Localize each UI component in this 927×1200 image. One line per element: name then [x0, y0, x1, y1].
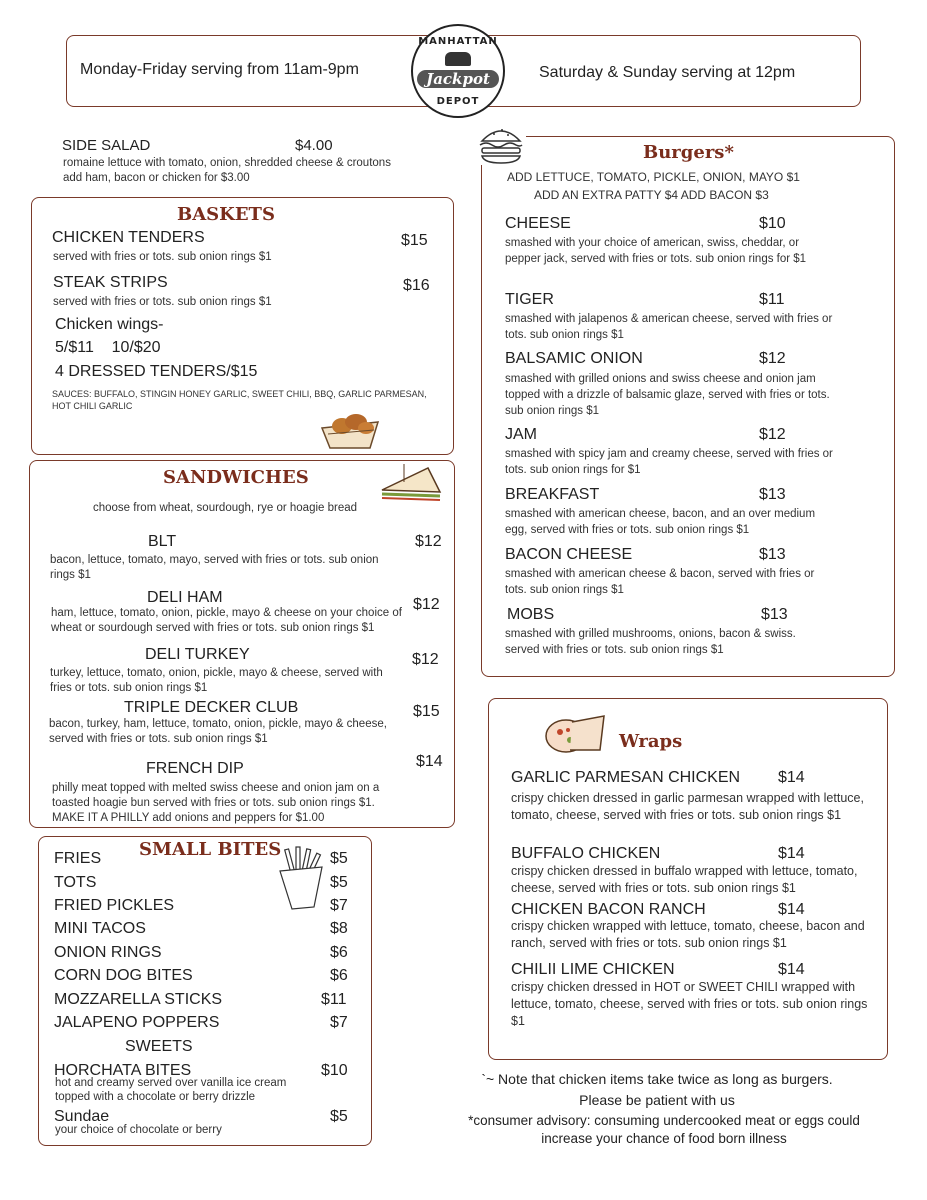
- wrap-price: $14: [778, 961, 805, 978]
- small-bites-title: SMALL BITES: [139, 839, 282, 860]
- burger-desc: smashed with american cheese, bacon, and an over medium egg, served with fries or tots. sub onion rings $1: [505, 508, 816, 536]
- sandwich-price: $12: [412, 651, 439, 668]
- sweet-desc: hot and creamy served over vanilla ice cream topped with a chocolate or berry drizzle: [55, 1077, 287, 1103]
- bite-name: MINI TACOS: [54, 920, 146, 937]
- sandwich-price: $12: [413, 596, 440, 613]
- burger-name: MOBS: [507, 606, 555, 623]
- bite-name: MOZZARELLA STICKS: [54, 991, 223, 1008]
- sandwich-desc: philly meat topped with melted swiss cheese and onion jam on a toasted hoagie bun served with fries or tots. sub onion rings $1. MAKE IT A PHILLY add onions and peppers for $1.00: [52, 782, 380, 824]
- burger-name: TIGER: [505, 291, 554, 308]
- consumer-advisory-cont: increase your chance of food born illness: [541, 1131, 787, 1146]
- burger-desc: smashed with american cheese & bacon, served with fries or tots. sub onion rings $1: [505, 568, 815, 596]
- note-chicken-time: `~ Note that chicken items take twice as long as burgers.: [481, 1071, 833, 1087]
- sauces-list: SAUCES: BUFFALO, STINGIN HONEY GARLIC, SWEET CHILI, BBQ, GARLIC PARMESAN, HOT CHILI GARLIC: [52, 389, 427, 411]
- note-patience: Please be patient with us: [579, 1092, 735, 1108]
- bite-price: $11: [321, 991, 347, 1008]
- side-salad-name: SIDE SALAD: [62, 137, 151, 154]
- burger-name: JAM: [505, 426, 537, 443]
- wrap-name: CHICKEN BACON RANCH: [511, 901, 706, 918]
- dressed-tenders: 4 DRESSED TENDERS/$15: [55, 363, 258, 380]
- burger-price: $10: [759, 215, 786, 232]
- burger-name: BACON CHEESE: [505, 546, 633, 563]
- bite-price: $6: [330, 967, 348, 984]
- wrap-price: $14: [778, 769, 805, 786]
- wings-title: Chicken wings-: [55, 316, 164, 333]
- wrap-price: $14: [778, 901, 805, 918]
- burger-desc: smashed with jalapenos & american cheese, served with fries or tots. sub onion rings $1: [505, 313, 833, 341]
- wings-prices: 5/$11 10/$20: [55, 339, 161, 356]
- logo-bottom-text: DEPOT: [436, 96, 480, 107]
- sandwich-icon: [380, 462, 444, 504]
- burger-desc: smashed with spicy jam and creamy cheese, served with fries or tots. sub onion rings for $1: [505, 448, 833, 476]
- bite-price: $5: [330, 850, 348, 867]
- sandwich-desc: bacon, turkey, ham, lettuce, tomato, onion, pickle, mayo & cheese, served with fries or tots. sub onion rings $1: [49, 718, 387, 745]
- burger-addons-extra: ADD AN EXTRA PATTY $4 ADD BACON $3: [534, 188, 769, 202]
- logo-hat-icon: [445, 52, 471, 66]
- sandwich-name: DELI HAM: [147, 589, 223, 606]
- bite-name: ONION RINGS: [54, 944, 162, 961]
- side-salad-addon: add ham, bacon or chicken for $3.00: [63, 172, 250, 184]
- bread-choice: choose from wheat, sourdough, rye or hoagie bread: [93, 502, 358, 514]
- basket-item-name: CHICKEN TENDERS: [52, 229, 205, 246]
- baskets-title: BASKETS: [177, 204, 275, 225]
- weekend-hours: Saturday & Sunday serving at 12pm: [539, 64, 796, 81]
- burger-price: $12: [759, 350, 786, 367]
- wrap-desc: crispy chicken dressed in garlic parmesan wrapped with lettuce, tomato, cheese, served with fries or tots. sub onion rings $1: [511, 791, 864, 822]
- burger-price: $12: [759, 426, 786, 443]
- chicken-basket-icon: [318, 410, 384, 450]
- bite-price: $6: [330, 944, 348, 961]
- burger-name: BALSAMIC ONION: [505, 350, 643, 367]
- sandwich-price: $15: [413, 703, 440, 720]
- wrap-name: BUFFALO CHICKEN: [511, 845, 661, 862]
- burger-price: $13: [759, 546, 786, 563]
- burger-name: BREAKFAST: [505, 486, 600, 503]
- burger-desc: smashed with grilled onions and swiss cheese and onion jam topped with a drizzle of balsamic glaze, served with fries or tots. sub onion rings $1: [505, 373, 830, 417]
- sandwich-price: $14: [416, 753, 443, 770]
- wrap-name: CHILII LIME CHICKEN: [511, 961, 675, 978]
- burger-price: $13: [761, 606, 788, 623]
- sweet-desc: your choice of chocolate or berry: [55, 1124, 222, 1136]
- sweets-title: SWEETS: [125, 1038, 193, 1055]
- burger-addons: ADD LETTUCE, TOMATO, PICKLE, ONION, MAYO $1: [507, 170, 800, 184]
- sandwich-desc: bacon, lettuce, tomato, mayo, served with fries or tots. sub onion rings $1: [50, 554, 379, 581]
- burger-icon: [476, 121, 526, 165]
- bite-price: $7: [330, 897, 348, 914]
- sandwich-desc: ham, lettuce, tomato, onion, pickle, mayo & cheese on your choice of wheat or sourdough served with fries or tots. sub onion rings $1: [51, 607, 402, 634]
- bite-name: TOTS: [54, 874, 97, 891]
- sweet-name: Sundae: [54, 1108, 110, 1125]
- consumer-advisory: *consumer advisory: consuming undercooked meat or eggs could: [468, 1113, 860, 1128]
- wrap-desc: crispy chicken dressed in buffalo wrapped with lettuce, tomato, cheese, served with fries or tots. sub onion rings $1: [511, 864, 858, 895]
- wrap-name: GARLIC PARMESAN CHICKEN: [511, 769, 741, 786]
- wraps-title: Wraps: [619, 731, 683, 752]
- basket-item-desc: served with fries or tots. sub onion rings $1: [53, 296, 272, 308]
- burger-desc: smashed with grilled mushrooms, onions, bacon & swiss. served with fries or tots. sub onion rings $1: [505, 628, 796, 656]
- basket-item-desc: served with fries or tots. sub onion rings $1: [53, 251, 272, 263]
- side-salad-price: $4.00: [295, 137, 333, 154]
- bite-price: $7: [330, 1014, 348, 1031]
- burger-price: $13: [759, 486, 786, 503]
- sandwich-name: TRIPLE DECKER CLUB: [124, 699, 299, 716]
- basket-item-price: $16: [403, 277, 430, 294]
- logo: [411, 24, 505, 118]
- logo-mid-text: Jackpot: [417, 70, 499, 88]
- sandwich-price: $12: [415, 533, 442, 550]
- sandwich-name: DELI TURKEY: [145, 646, 250, 663]
- bite-name: FRIED PICKLES: [54, 897, 175, 914]
- sandwich-name: BLT: [148, 533, 177, 550]
- wrap-desc: crispy chicken dressed in HOT or SWEET CHILI wrapped with lettuce, tomato, cheese, served with fries or tots. sub onion rings $1: [511, 980, 868, 1028]
- sandwiches-title: SANDWICHES: [163, 467, 309, 488]
- burger-price: $11: [759, 291, 785, 308]
- basket-item-name: STEAK STRIPS: [53, 274, 168, 291]
- sandwich-desc: turkey, lettuce, tomato, onion, pickle, mayo & cheese, served with fries or tots. sub onion rings $1: [50, 667, 383, 694]
- burger-name: CHEESE: [505, 215, 571, 232]
- sweet-price: $10: [321, 1062, 348, 1079]
- sweet-name: HORCHATA BITES: [54, 1062, 192, 1079]
- bite-price: $8: [330, 920, 348, 937]
- bite-name: JALAPENO POPPERS: [54, 1014, 220, 1031]
- fries-icon: [274, 845, 328, 911]
- sandwich-name: FRENCH DIP: [146, 760, 244, 777]
- weekday-hours: Monday-Friday serving from 11am-9pm: [80, 61, 359, 78]
- side-salad-desc: romaine lettuce with tomato, onion, shredded cheese & croutons: [63, 157, 391, 169]
- bite-price: $5: [330, 874, 348, 891]
- bite-name: FRIES: [54, 850, 102, 867]
- sweet-price: $5: [330, 1108, 348, 1125]
- wrap-icon: [542, 710, 608, 756]
- wrap-desc: crispy chicken wrapped with lettuce, tomato, cheese, bacon and ranch, served with fries or tots. sub onion rings $1: [511, 919, 865, 950]
- bite-name: CORN DOG BITES: [54, 967, 193, 984]
- burgers-title: Burgers*: [643, 142, 734, 163]
- basket-item-price: $15: [401, 232, 428, 249]
- burger-desc: smashed with your choice of american, swiss, cheddar, or pepper jack, served with fries or tots. sub onion rings for $1: [505, 237, 807, 265]
- logo-top-text: MANHATTAN: [418, 36, 498, 47]
- wrap-price: $14: [778, 845, 805, 862]
